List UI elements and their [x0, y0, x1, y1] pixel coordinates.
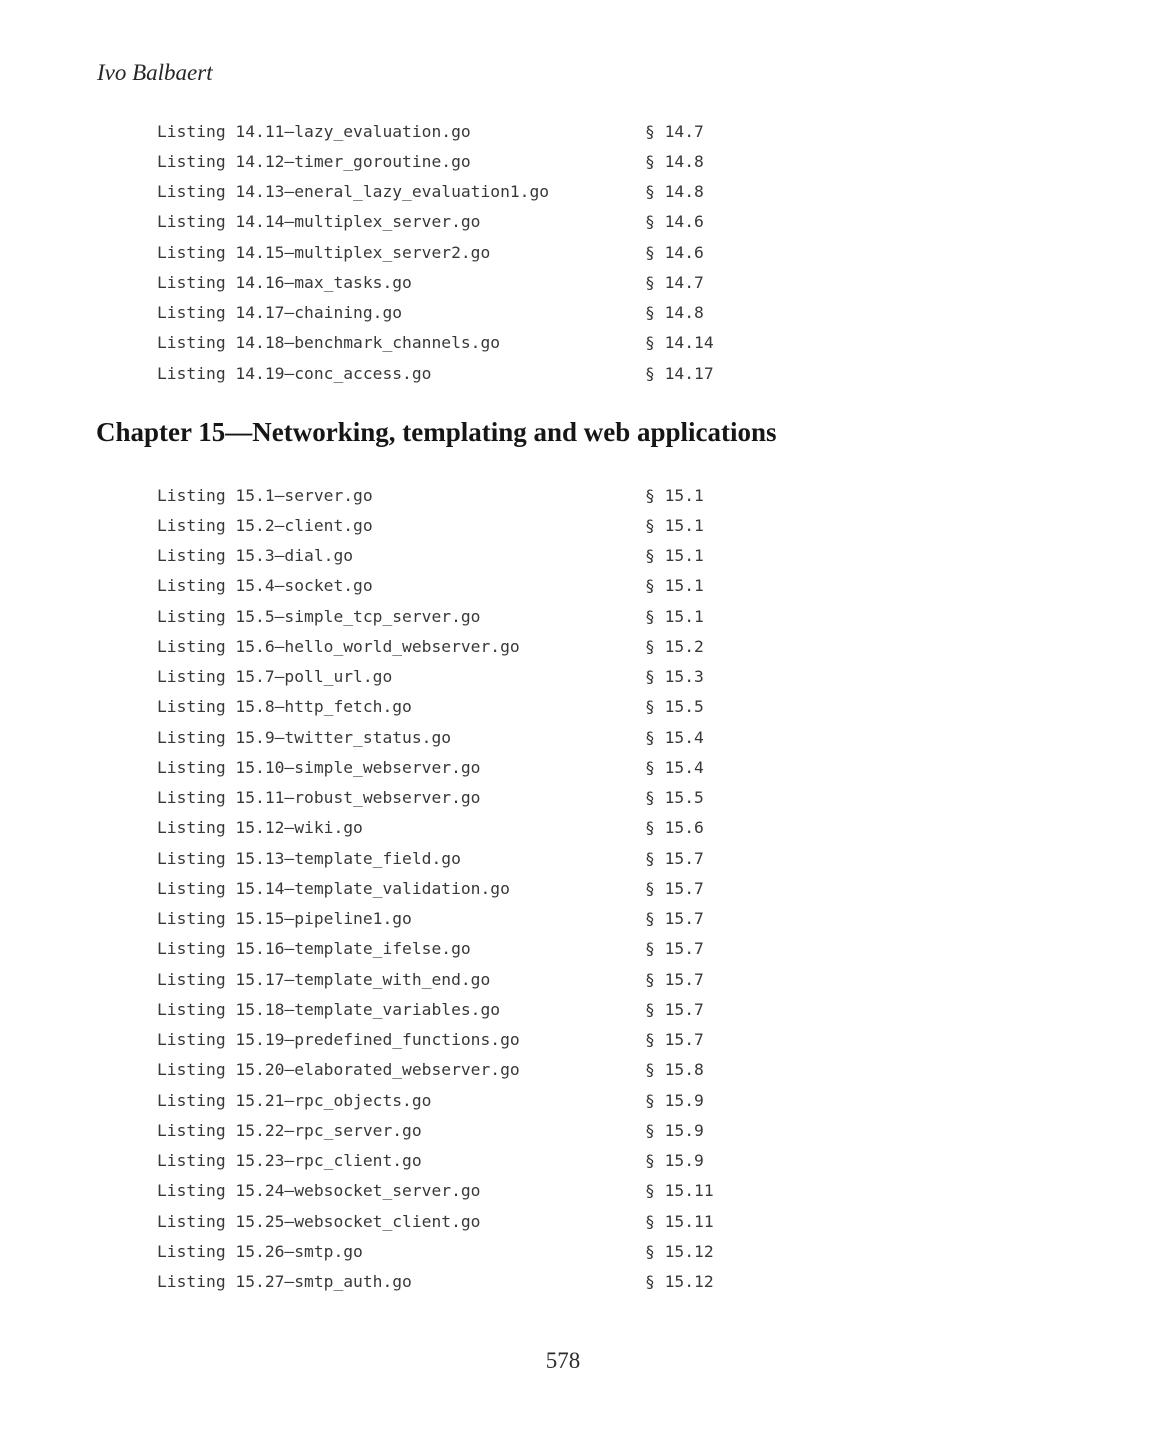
section-ref: § 14.8 [645, 303, 704, 323]
listing-label: Listing 15.21—rpc_objects.go [157, 1090, 432, 1110]
listing-row [157, 783, 714, 813]
listing-label: Listing 15.13—template_field.go [157, 848, 461, 868]
listing-label: Listing 15.15—pipeline1.go [157, 909, 412, 929]
listing-label: Listing 15.2—client.go [157, 515, 373, 535]
section-ref: § 15.12 [645, 1272, 714, 1292]
listing-row [157, 1236, 714, 1266]
section-ref: § 15.9 [645, 1151, 704, 1171]
listing-row [157, 692, 714, 722]
listing-label: Listing 15.20—elaborated_webserver.go [157, 1060, 520, 1080]
listing-row [157, 298, 714, 328]
listing-row [157, 873, 714, 903]
section-ref: § 14.7 [645, 272, 704, 292]
listing-label: Listing 14.11—lazy_evaluation.go [157, 121, 471, 141]
listing-row [157, 631, 714, 661]
section-ref: § 14.6 [645, 212, 704, 232]
listing-row [157, 237, 714, 267]
listing-label: Listing 15.5—simple_tcp_server.go [157, 606, 481, 626]
chapter-heading: Chapter 15—Networking, templating and web applications [96, 417, 777, 447]
listing-row [157, 722, 714, 752]
section-ref: § 15.9 [645, 1090, 704, 1110]
listing-label: Listing 15.9—twitter_status.go [157, 727, 452, 747]
listing-label: Listing 15.8—http_fetch.go [157, 697, 412, 717]
section-ref: § 15.5 [645, 788, 704, 808]
section-ref: § 15.11 [645, 1211, 714, 1231]
section-ref: § 15.7 [645, 909, 704, 929]
listing-label: Listing 15.27—smtp_auth.go [157, 1272, 412, 1292]
listing-row [157, 934, 714, 964]
section-ref: § 15.7 [645, 1030, 704, 1050]
listing-row [157, 571, 714, 601]
listing-row [157, 480, 714, 510]
listing-label: Listing 15.7—poll_url.go [157, 667, 393, 687]
section-ref: § 15.4 [645, 757, 704, 777]
listing-row [157, 1267, 714, 1297]
listing-row [157, 510, 714, 540]
listing-row [157, 1085, 714, 1115]
section-ref: § 14.17 [645, 363, 714, 383]
listing-row [157, 541, 714, 571]
listing-row [157, 1115, 714, 1145]
listing-label: Listing 15.16—template_ifelse.go [157, 939, 471, 959]
listing-label: Listing 15.22—rpc_server.go [157, 1120, 422, 1140]
listing-row [157, 207, 714, 237]
section-ref: § 15.6 [645, 818, 704, 838]
section-ref: § 15.1 [645, 546, 704, 566]
listing-label: Listing 14.17—chaining.go [157, 303, 403, 323]
section-ref: § 15.7 [645, 848, 704, 868]
listing-label: Listing 15.6—hello_world_webserver.go [157, 636, 520, 656]
section-ref: § 15.7 [645, 969, 704, 989]
section-ref: § 15.11 [645, 1181, 714, 1201]
listing-label: Listing 14.12—timer_goroutine.go [157, 151, 471, 171]
section-ref: § 14.14 [645, 333, 714, 353]
listing-row [157, 843, 714, 873]
listing-row [157, 177, 714, 207]
section-ref: § 15.8 [645, 1060, 704, 1080]
listing-label: Listing 14.13—eneral_lazy_evaluation1.go [157, 182, 550, 202]
listing-row [157, 116, 714, 146]
listing-row [157, 601, 714, 631]
listing-row [157, 358, 714, 388]
listing-row [157, 994, 714, 1024]
listing-row [157, 1025, 714, 1055]
listing-label: Listing 14.16—max_tasks.go [157, 272, 412, 292]
listing-label: Listing 15.14—template_validation.go [157, 878, 510, 898]
listing-row [157, 752, 714, 782]
running-header-author: Ivo Balbaert [97, 60, 213, 85]
section-ref: § 15.4 [645, 727, 704, 747]
listing-label: Listing 14.14—multiplex_server.go [157, 212, 481, 232]
listing-row [157, 662, 714, 692]
section-ref: § 15.12 [645, 1241, 714, 1261]
chapter15-listing-block [157, 480, 714, 1297]
section-ref: § 15.2 [645, 636, 704, 656]
section-ref: § 15.1 [645, 515, 704, 535]
listing-label: Listing 14.15—multiplex_server2.go [157, 242, 491, 262]
section-ref: § 15.3 [645, 667, 704, 687]
listing-label: Listing 15.19—predefined_functions.go [157, 1030, 520, 1050]
listing-label: Listing 15.17—template_with_end.go [157, 969, 491, 989]
listing-row [157, 1146, 714, 1176]
chapter14-listing-block [157, 116, 714, 388]
listing-label: Listing 15.24—websocket_server.go [157, 1181, 481, 1201]
listing-row [157, 904, 714, 934]
section-ref: § 15.1 [645, 606, 704, 626]
section-ref: § 15.7 [645, 878, 704, 898]
listing-label: Listing 15.26—smtp.go [157, 1241, 363, 1261]
section-ref: § 15.1 [645, 576, 704, 596]
listing-label: Listing 14.18—benchmark_channels.go [157, 333, 501, 353]
listing-row [157, 813, 714, 843]
page-number: 578 [545, 1348, 581, 1373]
section-ref: § 15.7 [645, 999, 704, 1019]
listing-label: Listing 15.10—simple_webserver.go [157, 757, 481, 777]
section-ref: § 15.7 [645, 939, 704, 959]
listing-label: Listing 15.11—robust_webserver.go [157, 788, 481, 808]
listing-row [157, 267, 714, 297]
listing-label: Listing 15.3—dial.go [157, 546, 354, 566]
section-ref: § 14.8 [645, 182, 704, 202]
listing-row [157, 146, 714, 176]
listing-label: Listing 15.18—template_variables.go [157, 999, 501, 1019]
section-ref: § 14.6 [645, 242, 704, 262]
listing-label: Listing 15.12—wiki.go [157, 818, 363, 838]
listing-label: Listing 15.25—websocket_client.go [157, 1211, 481, 1231]
listing-label: Listing 15.4—socket.go [157, 576, 373, 596]
section-ref: § 15.9 [645, 1120, 704, 1140]
listing-row [157, 964, 714, 994]
listing-label: Listing 14.19—conc_access.go [157, 363, 432, 383]
listing-row [157, 1206, 714, 1236]
section-ref: § 14.7 [645, 121, 704, 141]
section-ref: § 15.5 [645, 697, 704, 717]
listing-row [157, 1176, 714, 1206]
listing-row [157, 1055, 714, 1085]
listing-row [157, 328, 714, 358]
section-ref: § 14.8 [645, 151, 704, 171]
section-ref: § 15.1 [645, 485, 704, 505]
listing-label: Listing 15.1—server.go [157, 485, 373, 505]
listing-label: Listing 15.23—rpc_client.go [157, 1151, 422, 1171]
